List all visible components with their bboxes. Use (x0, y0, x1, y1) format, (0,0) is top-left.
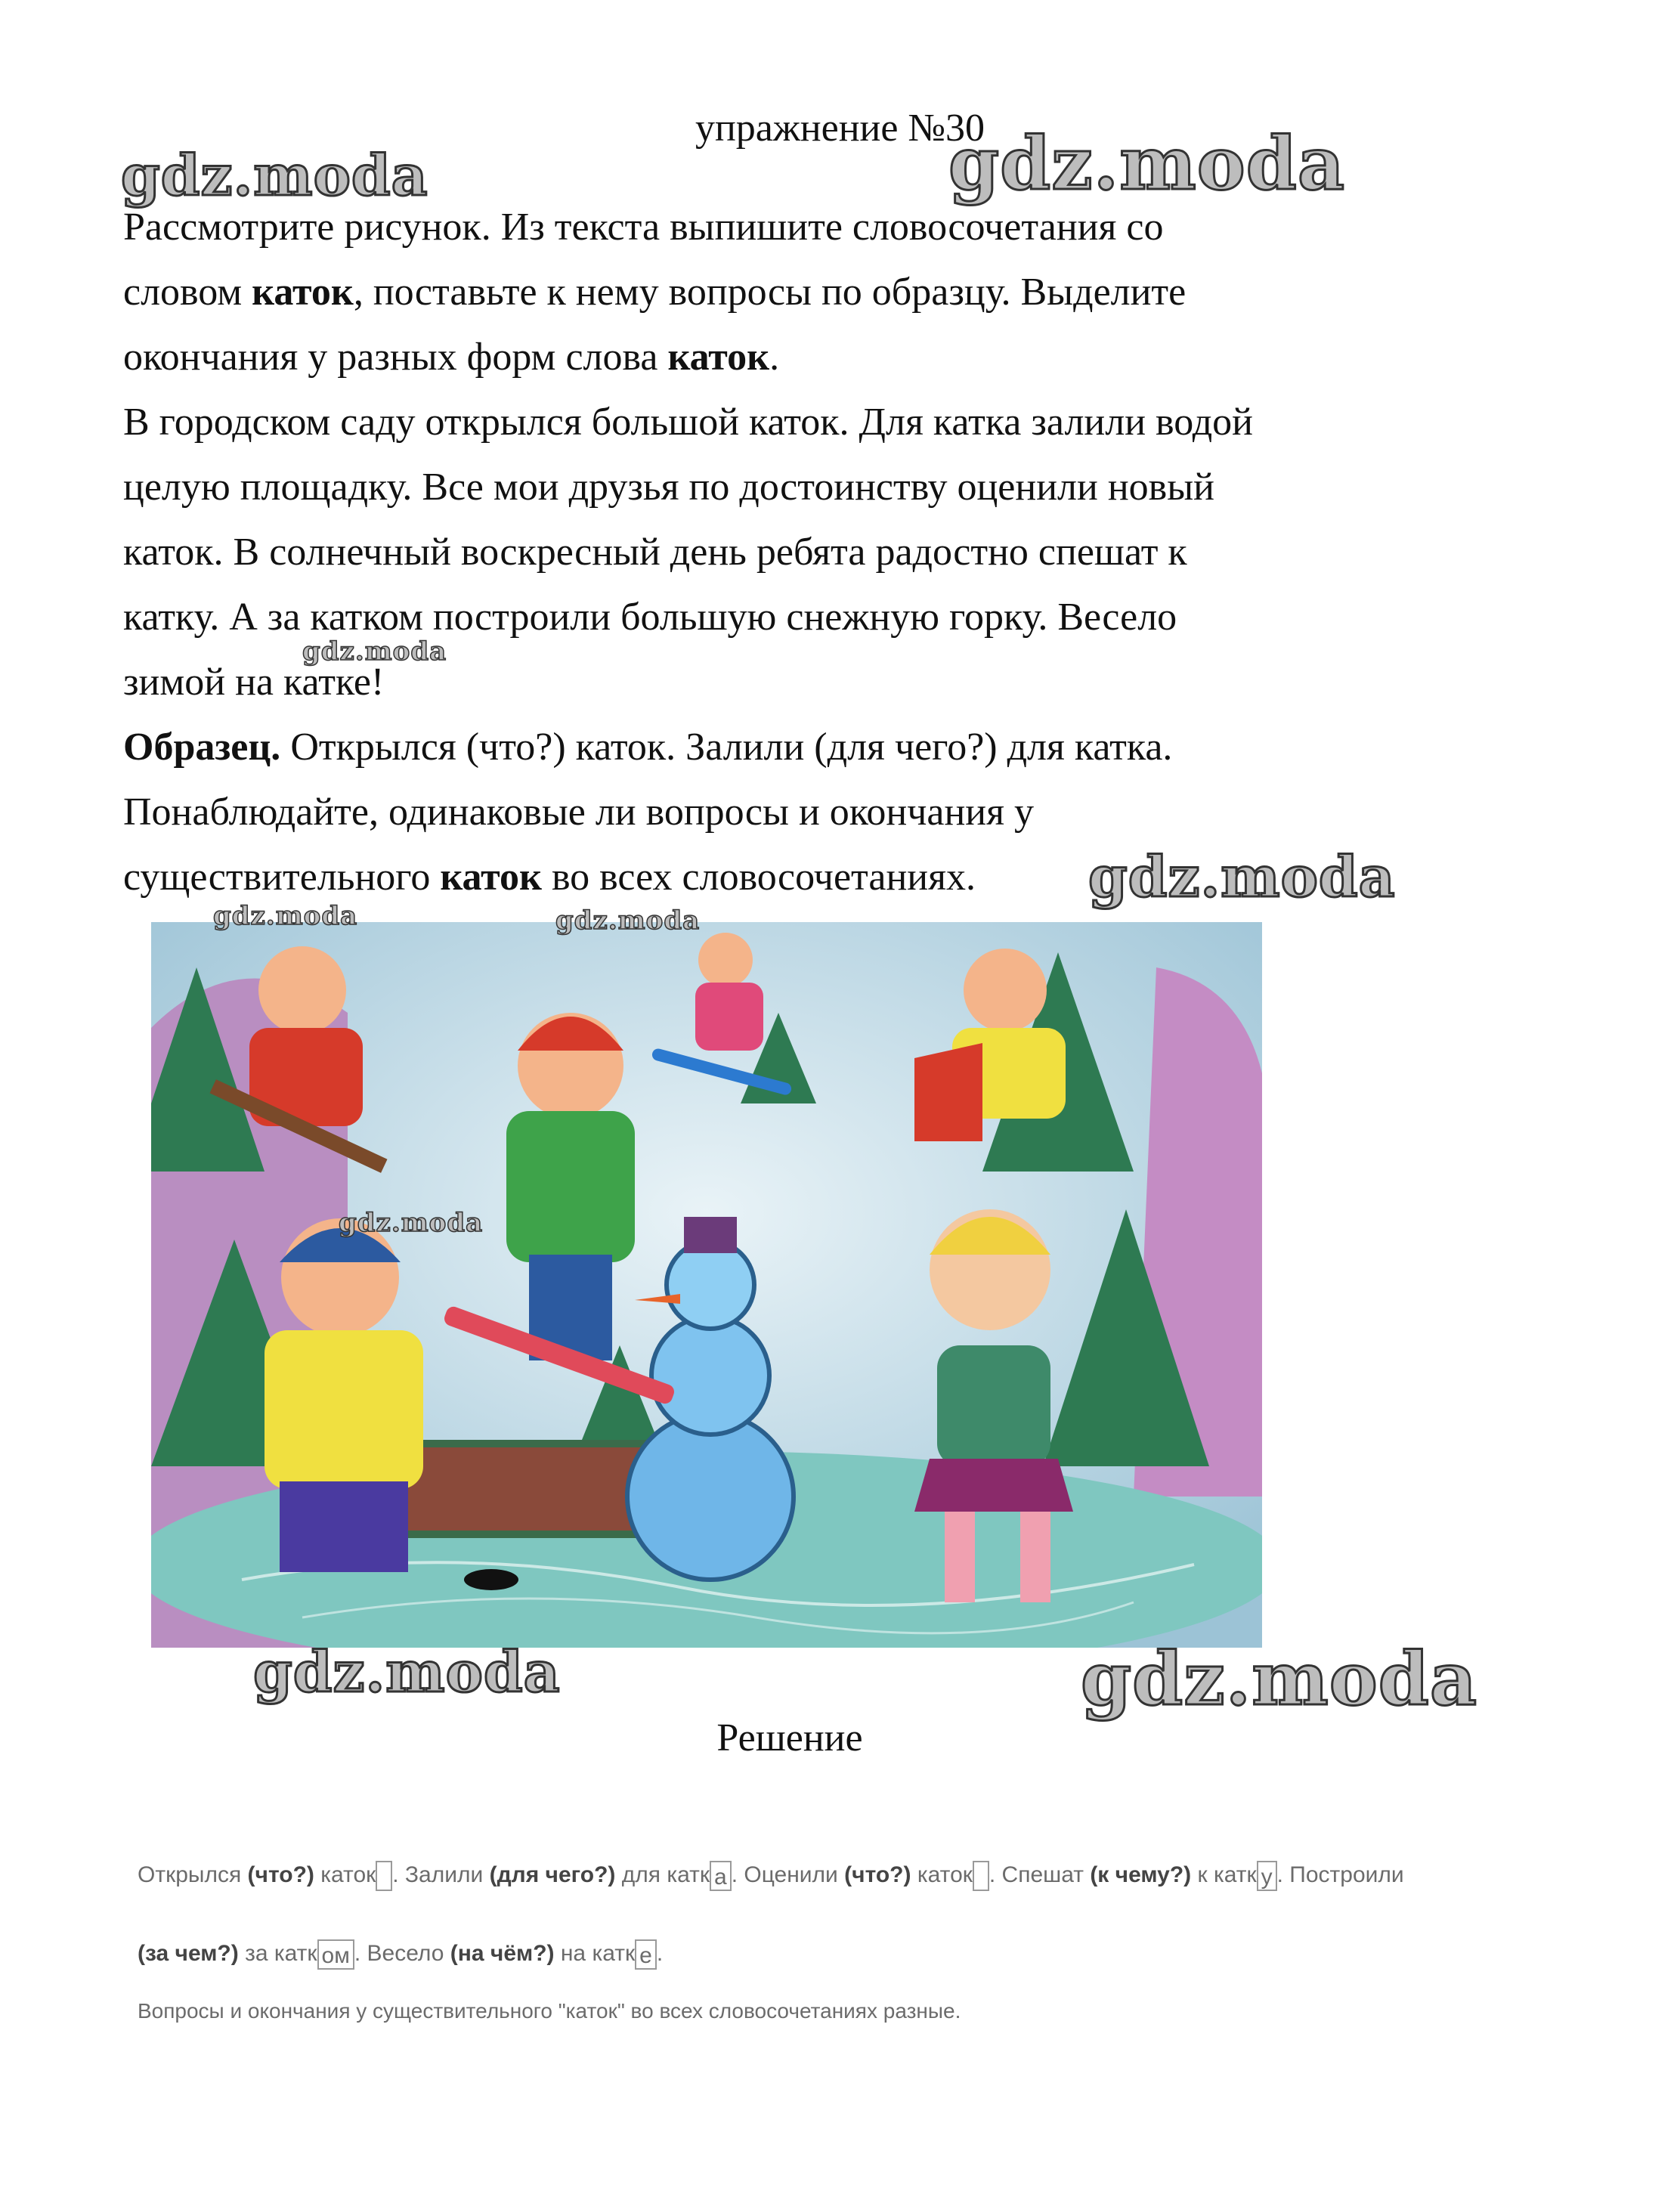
sample-line: Понаблюдайте, одинаковые ли вопросы и окончания у (123, 791, 1035, 834)
ending-box: ом (317, 1939, 354, 1970)
answer-conclusion: Вопросы и окончания у существительного "каток" во всех словосочетаниях разные. (138, 1999, 961, 2023)
watermark: gdz.moda (555, 905, 701, 936)
watermark: gdz.moda (339, 1208, 484, 1238)
text-line: В городском саду открылся большой каток. Для катка залили водой (123, 401, 1253, 444)
watermark: gdz.moda (1081, 1636, 1478, 1722)
watermark: gdz.moda (213, 901, 358, 931)
text-line: целую площадку. Все мои друзья по достоинству оценили новый (123, 466, 1214, 509)
text-line: катку. А за катком построили большую снежную горку. Весело (123, 596, 1177, 639)
sample-line: существительного каток во всех словосочетаниях. (123, 856, 976, 899)
watermark: gdz.moda (1088, 845, 1396, 910)
task-text (123, 195, 1604, 390)
ending-box (376, 1861, 392, 1891)
answer-line: (за чем?) за катк ом . Весело (на чём?) на катк е . (138, 1940, 664, 1968)
ending-box: а (710, 1861, 732, 1891)
answer-line: Открылся (что?) каток . Залили (для чего?) для катк а . Оценили (что?) каток . Спешат (к чему?) к катк у . Построили (138, 1862, 1404, 1890)
winter-rink-illustration (151, 922, 1262, 1648)
exercise-title: упражнение №30 (695, 107, 985, 150)
watermark: gdz.moda (948, 121, 1346, 206)
watermark: gdz.moda (121, 144, 429, 209)
task-line: окончания у разных форм слова каток. (123, 336, 780, 379)
task-line: словом каток, поставьте к нему вопросы по образцу. Выделите (123, 271, 1187, 314)
text-line: каток. В солнечный воскресный день ребята радостно спешат к (123, 531, 1187, 574)
sample-line: Образец. Открылся (что?) каток. Залили (для чего?) для катка. (123, 726, 1173, 769)
ending-box (973, 1861, 989, 1891)
watermark: gdz.moda (253, 1640, 561, 1705)
text-line: зимой на катке! (123, 661, 385, 704)
task-line: Рассмотрите рисунок. Из текста выпишите словосочетания со (123, 206, 1164, 249)
watermark: gdz.moda (302, 636, 447, 667)
ending-box: у (1257, 1861, 1277, 1891)
ending-box: е (635, 1939, 657, 1970)
solution-heading: Решение (716, 1716, 863, 1760)
